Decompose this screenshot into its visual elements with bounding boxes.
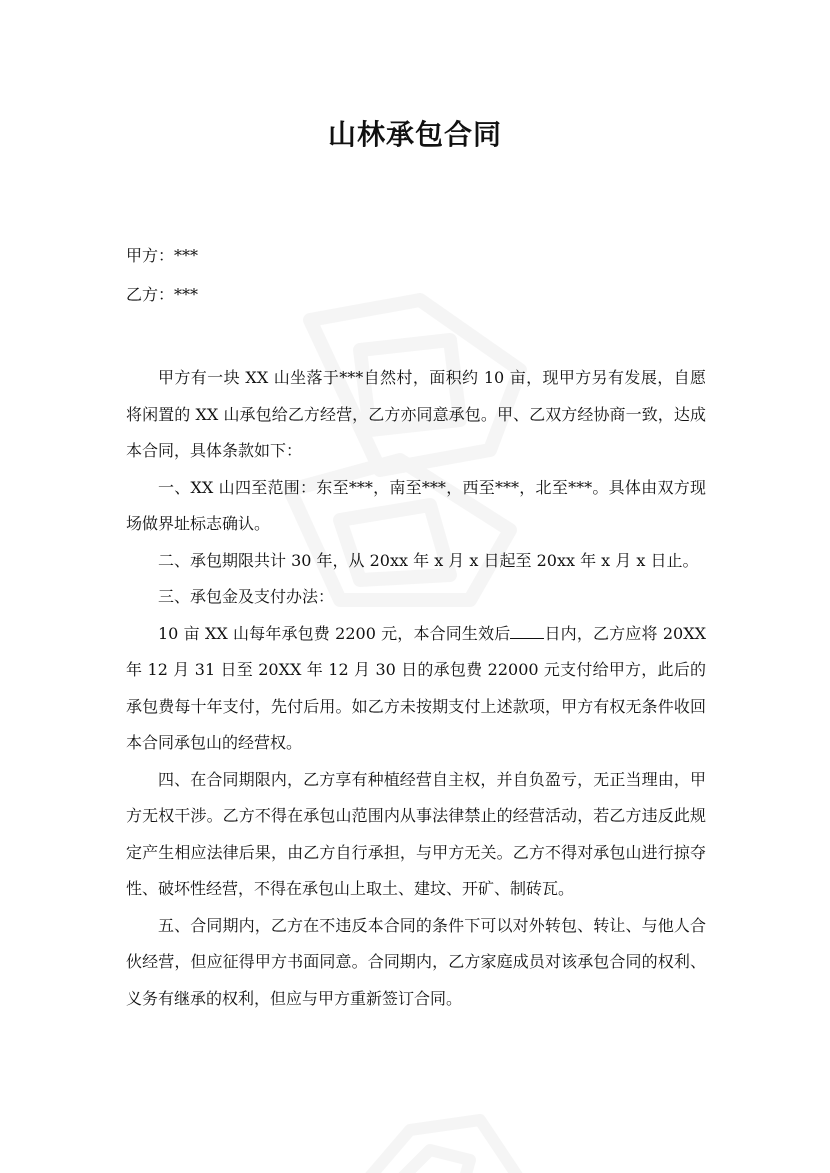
party-a-line: 甲方：*** xyxy=(126,246,199,265)
intro-paragraph: 甲方有一块 XX 山坐落于***自然村，面积约 10 亩，现甲方另有发展，自愿将闲置的 XX 山承包给乙方经营，乙方亦同意承包。甲、乙双方经协商一致，达成本合同，具体条款如下： xyxy=(126,368,706,460)
party-b-line: 乙方：*** xyxy=(126,285,199,304)
clause-3-payment-part1: 10 亩 XX 山每年承包费 2200 元，本合同生效后 xyxy=(158,623,511,643)
fill-in-blank xyxy=(510,620,544,639)
clause-2-term: 二、承包期限共计 30 年，从 20xx 年 x 月 x 日起至 20xx 年 x 月 x 日止。 xyxy=(158,550,699,570)
clause-5-transfer: 五、合同期内，乙方在不违反本合同的条件下可以对外转包、转让、与他人合伙经营，但应征得甲方书面同意。合同期内，乙方家庭成员对该承包合同的权利、义务有继承的权利，但应与甲方重新签订合同。 xyxy=(126,915,706,1008)
contract-body xyxy=(126,360,706,1017)
document-title: 山林承包合同 xyxy=(327,118,502,151)
clause-3-payment xyxy=(126,616,706,762)
clause-4-rights: 四、在合同期限内，乙方享有种植经营自主权，并自负盈亏，无正当理由，甲方无权干涉。乙方不得在承包山范围内从事法律禁止的经营活动，若乙方违反此规定产生相应法律后果，由乙方自行承担，与甲方无关。乙方不得对承包山进行掠夺性、破坏性经营，不得在承包山上取土、建坟、开矿、制砖瓦。 xyxy=(126,769,706,898)
clause-1-boundary: 一、XX 山四至范围：东至***，南至***，西至***，北至***。具体由双方现场做界址标志确认。 xyxy=(126,477,706,533)
watermark-logo-bottom xyxy=(330,1100,530,1173)
clause-3-heading: 三、承包金及支付办法： xyxy=(158,587,335,606)
clause-3-payment-part2: 日内，乙方应将 20XX 年 12 月 31 日至 20XX 年 12 月 30 日的承包费 22000 元支付给甲方，此后的承包费每十年支付，先付后用。如乙方未按期支付上述款项，甲方有权无条件收回本合同承包山的经营权。 xyxy=(126,623,706,752)
